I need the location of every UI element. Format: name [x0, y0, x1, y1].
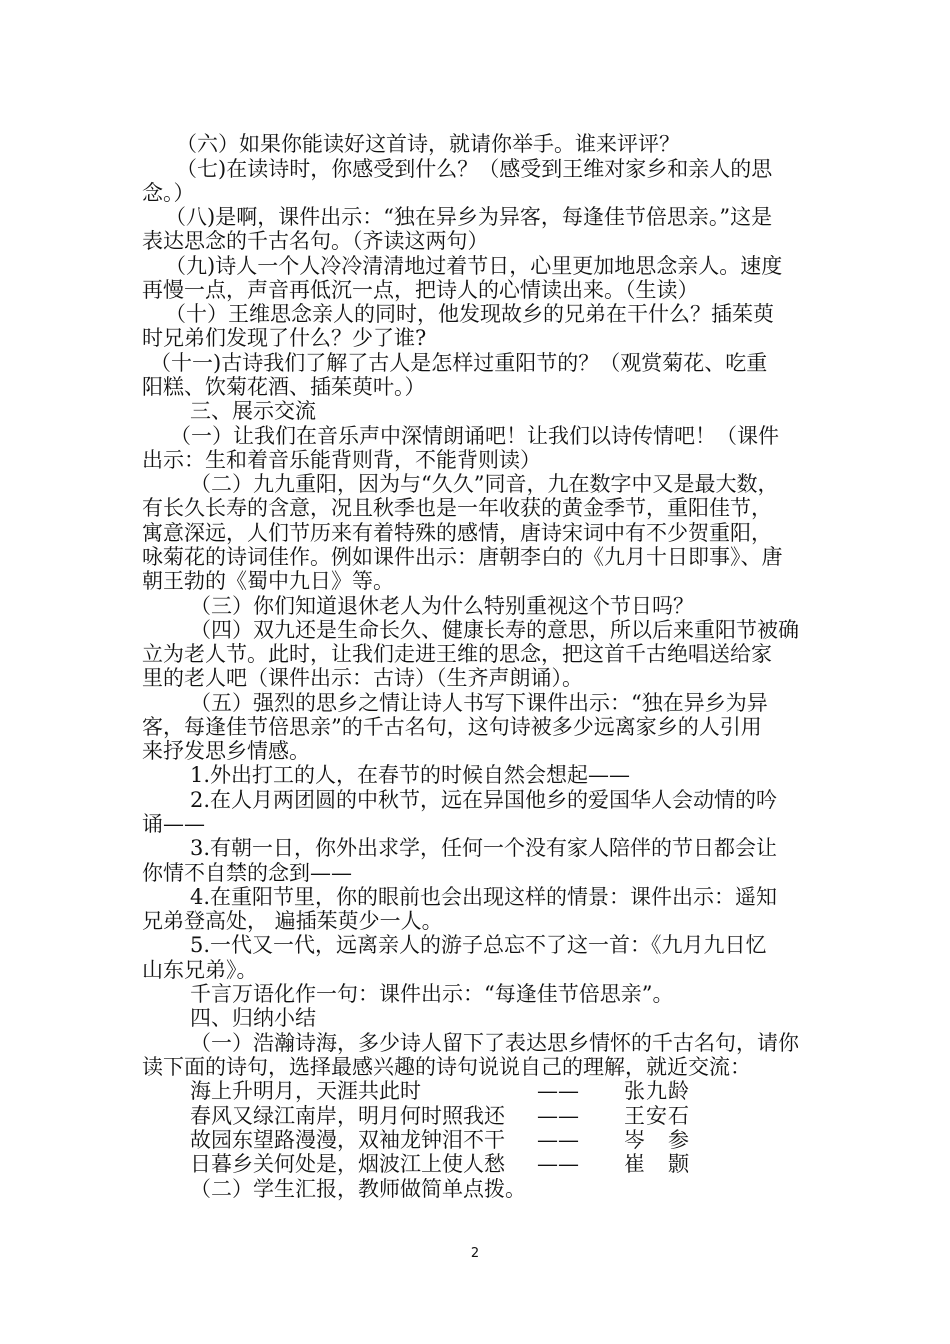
poem-dash: ——	[537, 1079, 579, 1103]
text-line: 念。）	[142, 181, 195, 205]
text-line: 来抒发思乡情感。	[142, 739, 310, 763]
poem-author: 王安石	[624, 1104, 690, 1128]
poem-line: 日暮乡关何处是，烟波江上使人愁	[190, 1152, 505, 1176]
text-line: （六）如果你能读好这首诗，就请你举手。谁来评评？	[176, 132, 680, 156]
page-number: 2	[470, 1246, 480, 1261]
text-line: 你情不自禁的念到——	[142, 861, 352, 885]
text-line: （一）让我们在音乐声中深情朗诵吧！让我们以诗传情吧！（课件	[170, 424, 779, 448]
text-line: 诵——	[142, 812, 205, 836]
text-line: 四、归纳小结	[190, 1006, 316, 1030]
text-line: 5.一代又一代，远离亲人的游子总忘不了这一首：《九月九日忆	[190, 933, 767, 957]
poem-author: 岑 参	[624, 1128, 690, 1152]
text-line: （十）王维思念亲人的同时，他发现故乡的兄弟在干什么？插茱萸	[165, 302, 774, 326]
text-line: 2.在人月两团圆的中秋节，远在异国他乡的爱国华人会动情的吟	[190, 788, 778, 812]
text-line: （八)是啊，课件出示：“独在异乡为异客，每逢佳节倍思亲。”这是	[165, 205, 773, 229]
text-line: （二）九九重阳，因为与“久久”同音，九在数字中又是最大数，	[190, 472, 779, 496]
text-line: （五）强烈的思乡之情让诗人书写下课件出示：“独在异乡为异	[190, 691, 768, 715]
text-line: （十一)古诗我们了解了古人是怎样过重阳节的？（观赏菊花、吃重	[150, 351, 768, 375]
text-line: 立为老人节。此时，让我们走进王维的思念，把这首千古绝唱送给家	[142, 642, 772, 666]
text-line: 咏菊花的诗词佳作。例如课件出示：唐朝李白的《九月十日即事》、唐	[142, 545, 783, 569]
text-line: 朝王勃的《蜀中九日》等。	[142, 569, 394, 593]
poem-author: 张九龄	[624, 1079, 690, 1103]
text-line: 山东兄弟》。	[142, 958, 258, 982]
closing-line: （二）学生汇报，教师做简单点拨。	[190, 1177, 526, 1201]
poem-line: 海上升明月，天涯共此时	[190, 1079, 421, 1103]
text-line: 千言万语化作一句：课件出示：“每逢佳节倍思亲”。	[190, 982, 674, 1006]
poem-dash: ——	[537, 1104, 579, 1128]
poem-dash: ——	[537, 1152, 579, 1176]
text-line: 寓意深远，人们节历来有着特殊的感情，唐诗宋词中有不少贺重阳，	[142, 521, 772, 545]
text-line: 有长久长寿的含意，况且秋季也是一年收获的黄金季节，重阳佳节，	[142, 496, 772, 520]
text-line: （九)诗人一个人冷冷清清地过着节日，心里更加地思念亲人。速度	[165, 254, 783, 278]
text-line: 出示：生和着音乐能背则背，不能背则读）	[142, 448, 541, 472]
text-line: 4.在重阳节里，你的眼前也会出现这样的情景：课件出示：遥知	[190, 885, 778, 909]
poem-dash: ——	[537, 1128, 579, 1152]
text-line: 里的老人吧（课件出示：古诗）（生齐声朗诵）。	[142, 666, 583, 690]
text-line: （三）你们知道退休老人为什么特别重视这个节日吗？	[190, 594, 694, 618]
text-line: 3.有朝一日，你外出求学，任何一个没有家人陪伴的节日都会让	[190, 836, 778, 860]
text-line: 读下面的诗句，选择最感兴趣的诗句说说自己的理解，就近交流：	[142, 1055, 751, 1079]
text-line: （七)在读诗时，你感受到什么？（感受到王维对家乡和亲人的思	[176, 157, 773, 181]
text-line: 客，每逢佳节倍思亲”的千古名句，这句诗被多少远离家乡的人引用	[142, 715, 762, 739]
text-line: 1.外出打工的人，在春节的时候自然会想起——	[190, 763, 631, 787]
text-line: 时兄弟们发现了什么？少了谁?	[142, 326, 427, 350]
poem-author: 崔 颢	[624, 1152, 690, 1176]
poem-line: 故园东望路漫漫，双袖龙钟泪不干	[190, 1128, 505, 1152]
text-line: 阳糕、饮菊花酒、插茱萸叶。）	[142, 375, 426, 399]
text-line: （一）浩瀚诗海，多少诗人留下了表达思乡情怀的千古名句，请你	[190, 1031, 799, 1055]
text-line: 三、展示交流	[190, 399, 316, 423]
text-line: 兄弟登高处， 遍插茱萸少一人。	[142, 909, 443, 933]
text-line: （四）双九还是生命长久、健康长寿的意思，所以后来重阳节被确	[190, 618, 799, 642]
poem-line: 春风又绿江南岸，明月何时照我还	[190, 1104, 505, 1128]
text-line: 表达思念的千古名句。（齐读这两句）	[142, 229, 489, 253]
text-line: 再慢一点，声音再低沉一点，把诗人的心情读出来。（生读）	[142, 278, 699, 302]
